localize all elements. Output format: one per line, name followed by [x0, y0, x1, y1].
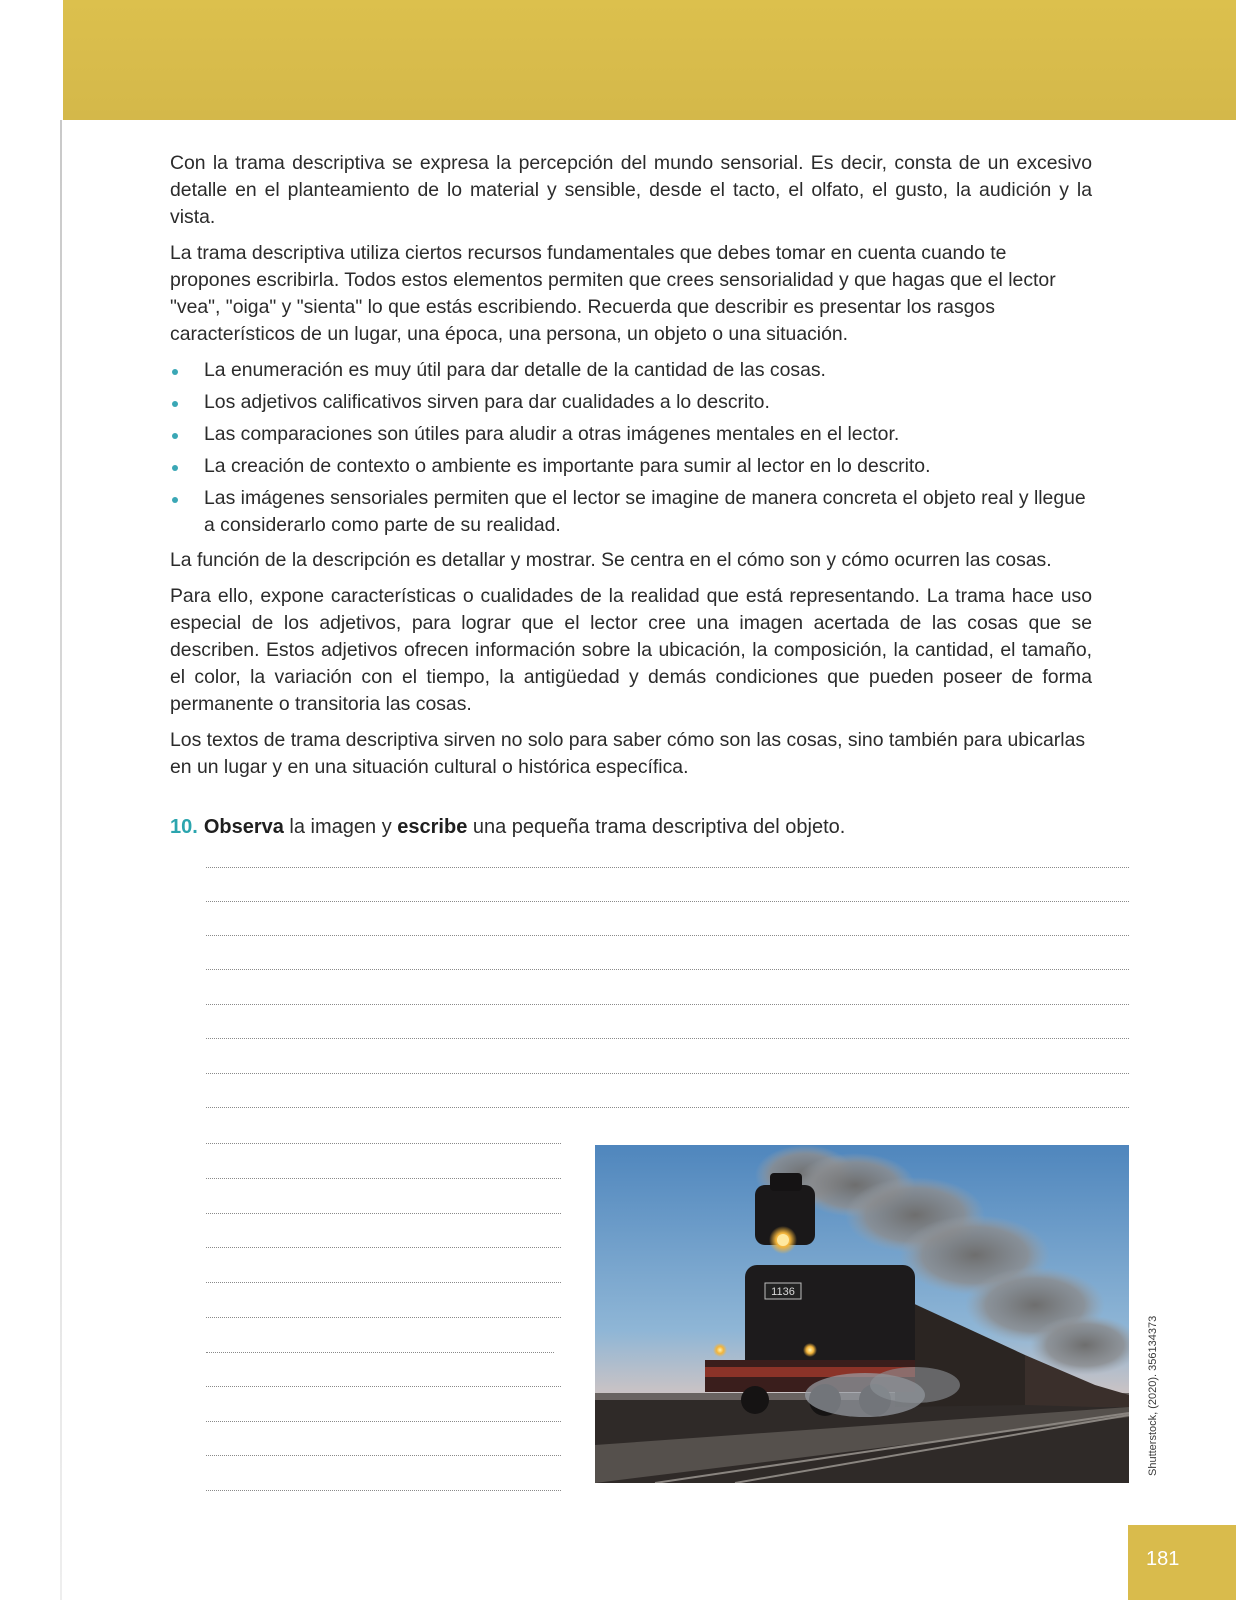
header-band	[63, 0, 1236, 120]
paragraph: Los textos de trama descriptiva sirven no solo para saber cómo son las cosas, sino también para ubicarlas en un lugar y en una situación cultural o histórica específica.	[170, 729, 1086, 778]
bullet-icon	[172, 401, 178, 407]
list-item: Las imágenes sensoriales permiten que el lector se imagine de manera concreta el objeto real y llegue a considerarlo como parte de su realidad.	[170, 485, 1092, 539]
page-edge	[60, 120, 62, 1600]
paragraph: Con la trama descriptiva se expresa la percepción del mundo sensorial. Es decir, consta de un excesivo detalle en el planteamiento de lo material y sensible, desde el tacto, el olfato, el gusto, la audición y la vista.	[170, 152, 1092, 228]
paragraph: La función de la descripción es detallar y mostrar. Se centra en el cómo son y cómo ocurren las cosas.	[170, 549, 1052, 571]
writing-line[interactable]	[206, 1386, 561, 1387]
writing-line[interactable]	[206, 935, 1129, 936]
writing-line[interactable]	[206, 1455, 561, 1456]
paragraph: Para ello, expone características o cualidades de la realidad que está representando. La trama hace uso especial de los adjetivos, para lograr que el lector cree una imagen acertada de las cosas que se describen. Estos adjetivos ofrecen información sobre la ubicación, la composición, la cantidad, el tamaño, el color, la variación con el tiempo, la antigüedad y demás condiciones que pueden poseer de forma permanente o transitoria las cosas.	[170, 585, 1092, 715]
writing-line[interactable]	[206, 1073, 1129, 1074]
writing-line[interactable]	[206, 1282, 561, 1283]
exercise-verb: escribe	[397, 816, 468, 838]
resources-list	[170, 357, 1092, 539]
main-text	[170, 150, 1092, 790]
bullet-icon	[172, 433, 178, 439]
writing-line[interactable]	[206, 1490, 561, 1491]
list-item: La creación de contexto o ambiente es importante para sumir al lector en lo descrito.	[170, 453, 1092, 480]
bullet-icon	[172, 465, 178, 471]
bullet-icon	[172, 369, 178, 375]
steam-train-photo	[595, 1145, 1129, 1483]
writing-line[interactable]	[206, 1247, 561, 1248]
page-number-tab	[1128, 1525, 1236, 1600]
paragraph: La trama descriptiva utiliza ciertos recursos fundamentales que debes tomar en cuenta cuando te propones escribirla. Todos estos elementos permiten que crees sensorialidad y que hagas que el lector "vea", "oiga" y "sienta" lo que estás escribiendo. Recuerda que describir es presentar los rasgos característicos de un lugar, una época, una persona, un objeto o una situación.	[170, 242, 1056, 345]
image-credit: Shutterstock, (2020). 356134373	[1147, 1315, 1159, 1476]
writing-line[interactable]	[206, 1178, 561, 1179]
writing-line[interactable]	[206, 1004, 1129, 1005]
writing-line[interactable]	[206, 1038, 1129, 1039]
writing-line[interactable]	[206, 1107, 1129, 1108]
writing-line[interactable]	[206, 1352, 554, 1353]
exercise-prompt: 10. Observa la imagen y escribe una pequeña trama descriptiva del objeto.	[170, 816, 846, 838]
exercise-number: 10.	[170, 816, 198, 838]
writing-line[interactable]	[206, 1317, 561, 1318]
writing-line[interactable]	[206, 1143, 561, 1144]
steam-locomotive-illustration	[595, 1145, 1129, 1483]
list-item: Las comparaciones son útiles para aludir a otras imágenes mentales en el lector.	[170, 421, 1092, 448]
page-number: 181	[1146, 1548, 1180, 1570]
writing-line[interactable]	[206, 1421, 561, 1422]
writing-line[interactable]	[206, 969, 1129, 970]
writing-line[interactable]	[206, 1213, 561, 1214]
writing-line[interactable]	[206, 901, 1129, 902]
list-item: Los adjetivos calificativos sirven para dar cualidades a lo descrito.	[170, 389, 1092, 416]
writing-line[interactable]	[206, 867, 1129, 868]
exercise-verb: Observa	[203, 816, 284, 838]
list-item: La enumeración es muy útil para dar detalle de la cantidad de las cosas.	[170, 357, 1092, 384]
locomotive-number: 1136	[771, 1286, 795, 1298]
bullet-icon	[172, 497, 178, 503]
